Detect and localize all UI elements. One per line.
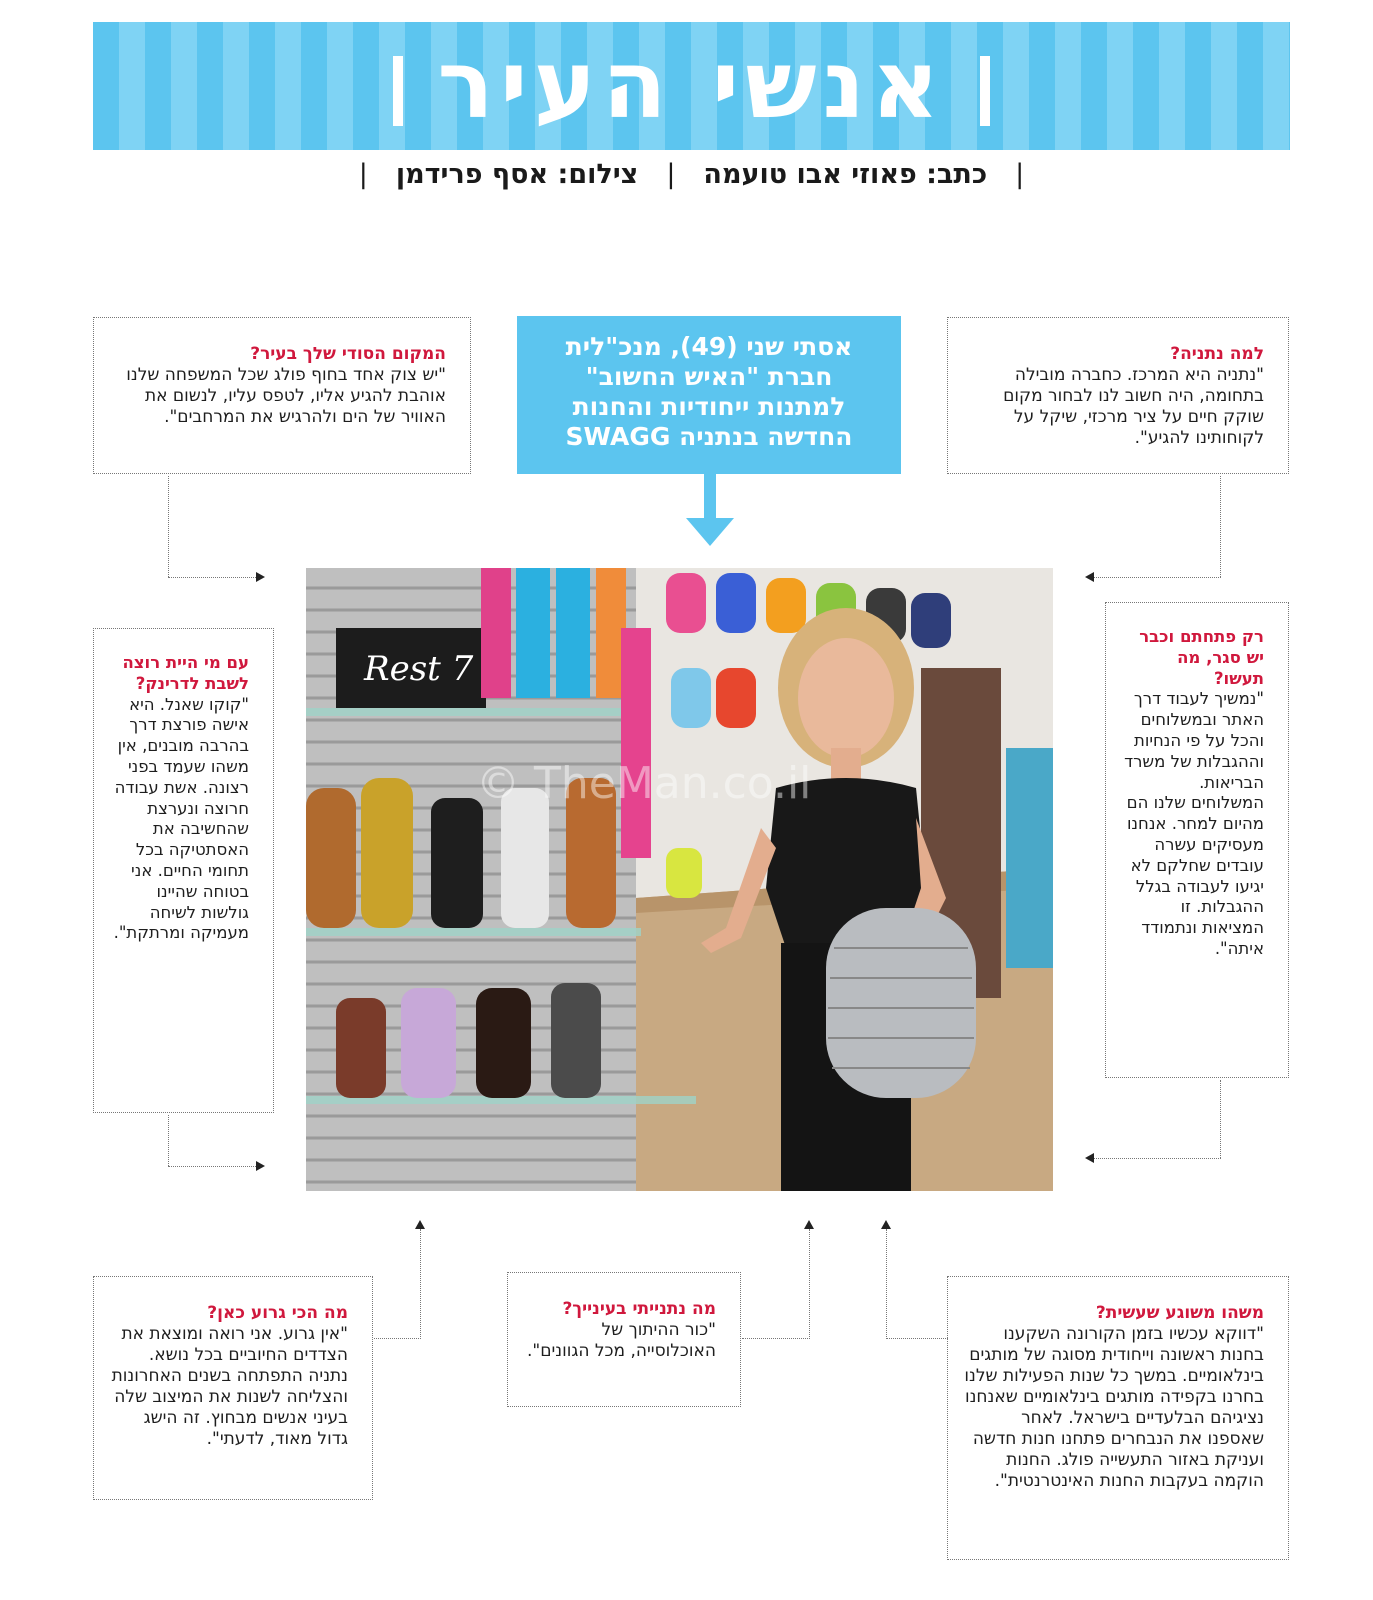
page-title-text: אנשי העיר [437, 31, 946, 140]
title-bar-left [393, 56, 403, 126]
qa-question: מה הכי גרוע כאן? [207, 1303, 348, 1323]
connector-line [168, 1166, 256, 1167]
connector-line [168, 1115, 169, 1166]
connector-line [742, 1338, 810, 1339]
qa-question: עם מי היית רוצה לשבת לדרינק? [122, 653, 249, 693]
connector-line [420, 1229, 421, 1339]
qa-answer: "אין גרוע. אני רואה ומוצאת את הצדדים החיוביים בכל נושא. נתניה התפתחה בשנים האחרונות והצליחה לשנות את המיצוב שלה בעיני אנשים מבחוץ. זה הישג גדול מאוד, לדעתי". [111, 1324, 348, 1449]
arrow-left-icon [1085, 572, 1094, 582]
qa-answer: "כור ההיתוך של האוכלוסייה, מכל הגוונים". [526, 1320, 716, 1361]
lead-arrow-icon [704, 474, 716, 520]
qa-box-worst [93, 1276, 373, 1500]
credit-photo: צילום: אסף פרידמן [395, 158, 639, 190]
qa-box-lockdown [1105, 602, 1289, 1078]
byline-separator: | [1015, 158, 1025, 190]
arrow-up-icon [804, 1220, 814, 1229]
page-title [359, 31, 1023, 140]
arrow-right-icon [256, 572, 265, 582]
qa-answer: "נמשיך לעבוד דרך האתר ובמשלוחים והכל על פי הנחיות וההגבלות של משרד הבריאות. המשלוחים שלנו הם מהיום למחר. אנחנו מעסיקים עשרה עובדים שחלקם לא יגיעו לעבודה בגלל ההגבלות. זו המציאות ונתמודד איתה". [1124, 689, 1264, 958]
connector-line [809, 1229, 810, 1339]
lead-box [517, 316, 901, 474]
photo-watermark: © TheMan.co.il [476, 758, 812, 809]
lead-line: החדשה בנתניה SWAGG [565, 422, 853, 451]
lead-line: למתנות ייחודיות והחנות [572, 392, 846, 421]
qa-box-crazy [947, 1276, 1289, 1560]
byline-separator: | [358, 158, 368, 190]
connector-line [886, 1229, 887, 1339]
lead-line: אסתי שני (49), מנכ"לית [565, 332, 853, 361]
qa-question: משהו משוגע שעשית? [1095, 1303, 1264, 1323]
sign-text: Rest 7 [364, 649, 474, 689]
arrow-up-icon [881, 1220, 891, 1229]
connector-line [168, 476, 169, 577]
lead-arrow-head-icon [686, 518, 734, 546]
qa-question: רק פתחתם וכבר יש סגר, מה תעשו? [1139, 627, 1264, 688]
title-bar-right [980, 56, 990, 126]
byline-separator: | [666, 158, 676, 190]
arrow-right-icon [256, 1161, 265, 1171]
qa-answer: "נתניה היא המרכז. כחברה מובילה בתחומה, היה חשוב לנו לבחור מקום שוקק חיים על ציר מרכזי, שיקל על לקוחותינו להגיע". [1003, 365, 1264, 448]
connector-line [1220, 476, 1221, 577]
connector-line [886, 1338, 948, 1339]
connector-line [1094, 577, 1221, 578]
qa-box-secret-place [93, 317, 471, 474]
qa-box-why-netanya [947, 317, 1289, 474]
qa-question: למה נתניה? [1170, 344, 1264, 364]
arrow-left-icon [1085, 1153, 1094, 1163]
qa-answer: "קוקו שאנל. היא אישה פורצת דרך בהרבה מובנים, אין משהו שעמד בפני רצונה. אשת עבודה חרוצה ונערצת שהחשיבה את האסתטיקה בכל תחומי החיים. אני בטוחה שהיינו גולשות לשיחה מעמיקה ומרתקת". [113, 694, 249, 943]
store-photo [306, 568, 1053, 1191]
qa-answer: "דווקא עכשיו בזמן הקורונה השקענו בחנות ראשונה וייחודית מסוגה של מותגים בינלאומיים. במשך כל שנות הפעילות שלנו בחרנו בקפידה מותגים בינלאומיים שאנחנו נציגיהם הבלעדיים בישראל. לאחר שאספנו את הנבחרים פתחנו חנות חדשה ועניקת באזור התעשייה פולג. החנות הוקמה בעקבות החנות האינטרנטית". [964, 1324, 1264, 1491]
connector-line [1094, 1158, 1221, 1159]
qa-box-drink [93, 628, 274, 1113]
title-banner [93, 22, 1290, 150]
store-photo-illustration [306, 568, 1053, 1191]
qa-question: מה נתנייתי בעינייך? [562, 1299, 716, 1319]
qa-question: המקום הסודי שלך בעיר? [250, 344, 446, 364]
qa-answer: "יש צוק אחד בחוף פולג שכל המשפחה שלנו אוהבת להגיע אליו, לטפס עליו, לנשום את האוויר של הים ולהרגיש את המרחבים". [126, 365, 446, 427]
connector-line [1220, 1080, 1221, 1158]
connector-line [374, 1338, 421, 1339]
byline [93, 152, 1290, 196]
qa-box-netanyan [507, 1272, 741, 1407]
credit-writer: כתב: פאוזי אבו טועמה [703, 158, 988, 190]
lead-line: חברת "האיש החשוב" [585, 362, 833, 391]
connector-line [168, 577, 256, 578]
arrow-up-icon [415, 1220, 425, 1229]
